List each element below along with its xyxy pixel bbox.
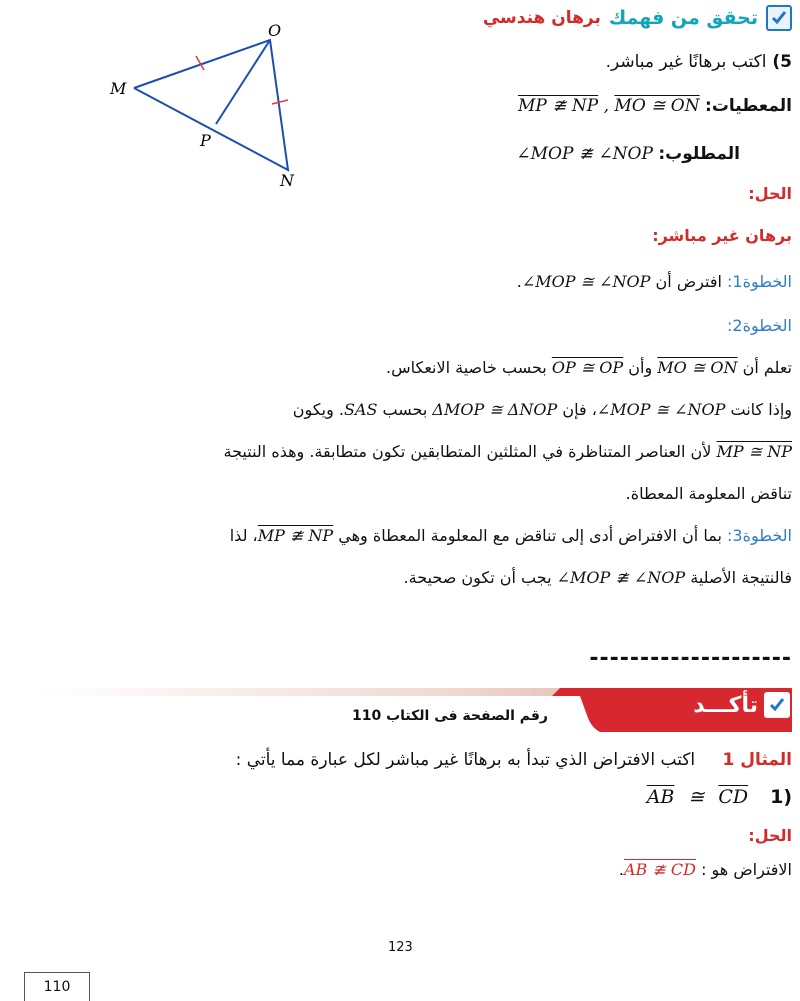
prove-line — [516, 144, 740, 164]
step2-line1: تعلم أن MO ≅ ON وأن OP ≅ OP بحسب خاصية الانعكاس. — [385, 358, 792, 377]
checkbox-icon — [766, 5, 792, 31]
example-answer: الافتراض هو : AB ≇ CD. — [618, 860, 792, 879]
step2-line2: وإذا كانت ∠MOP ≅ ∠NOP، فإن ΔMOP ≅ ΔNOP بحسب SAS. ويكون — [292, 400, 792, 419]
label-o: O — [268, 22, 282, 40]
book-page-box: 110 — [24, 972, 90, 1001]
problem-number: 5) — [772, 52, 792, 72]
problem-statement — [606, 52, 792, 72]
banner-title-group — [693, 692, 790, 718]
header-title: تحقق من فهمك — [608, 7, 758, 29]
label-p: P — [200, 131, 211, 150]
step1-label: الخطوة1: — [727, 272, 792, 291]
step2-line3: MP ≅ NP لأن العناصر المتناظرة في المثلثين المتطابقين تكون متطابقة. وهذه النتيجة — [223, 442, 792, 461]
given-math-2: MP ≇ NP — [517, 96, 599, 116]
step3-label: الخطوة3: — [727, 526, 792, 545]
page-number: 123 — [388, 940, 413, 955]
example-solution-label: الحل: — [748, 826, 792, 845]
prove-math: ∠MOP ≇ ∠NOP — [516, 144, 653, 164]
given-label: المعطيات: — [705, 96, 792, 116]
prove-label: المطلوب: — [658, 144, 740, 164]
step1: الخطوة1: افترض أن ∠MOP ≅ ∠NOP. — [516, 272, 792, 291]
example-item: $\overline{AB}$ ≅ $\overline{CD}$ 1) — [646, 786, 792, 808]
proof-type: برهان غير مباشر: — [652, 226, 792, 245]
step3-line1: الخطوة3: بما أن الافتراض أدى إلى تناقض مع المعلومة المعطاة وهي MP ≇ NP، لذا — [229, 526, 792, 545]
example-line — [236, 750, 792, 770]
given-line: المعطيات: MO ≅ ON , MP ≇ NP — [517, 96, 792, 116]
item-number: 1) — [770, 786, 792, 808]
step2-line4: تناقض المعلومة المعطاة. — [625, 484, 792, 503]
triangle-figure — [100, 22, 320, 188]
solution-label: الحل: — [748, 184, 792, 203]
triangle-outline — [134, 40, 288, 170]
checkbox-icon — [764, 692, 790, 718]
label-n: N — [280, 171, 294, 188]
step3-line2: فالنتيجة الأصلية ∠MOP ≇ ∠NOP يجب أن تكون صحيحة. — [403, 568, 792, 587]
section-header — [483, 4, 792, 32]
given-math-1: MO ≅ ON — [614, 96, 700, 116]
segment-op — [216, 40, 270, 124]
label-m: M — [110, 79, 127, 98]
example-label: المثال 1 — [722, 750, 792, 770]
banner-title: تأكـــد — [693, 692, 758, 718]
tick-mark-on — [272, 100, 288, 104]
page-reference: رقم الصفحة فى الكتاب 110 — [351, 708, 548, 724]
step2-label: الخطوة2: — [727, 316, 792, 335]
example-instruction: اكتب الافتراض الذي تبدأ به برهانًا غير مباشر لكل عبارة مما يأتي : — [235, 750, 696, 770]
separator: -------------------- — [589, 646, 792, 671]
header-subtitle: برهان هندسي — [482, 8, 601, 28]
problem-text: اكتب برهانًا غير مباشر. — [605, 52, 767, 72]
